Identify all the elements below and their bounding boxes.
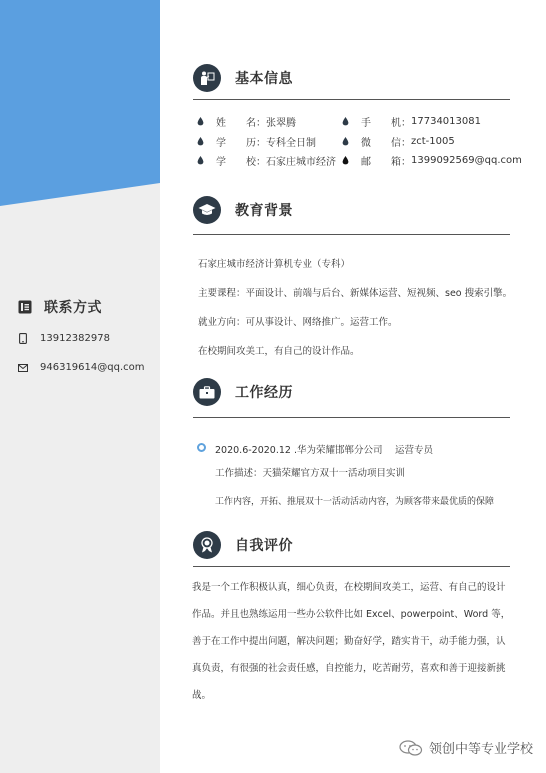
address-card-icon (18, 300, 32, 314)
education-line-career: 就业方向：可从事设计、网络推广。运营工作。 (198, 317, 398, 328)
timeline-dot (197, 443, 206, 452)
work-content: 工作内容，开拓、推展双十一活动活动内容，为顾客带来最优质的保障 (215, 497, 495, 507)
info-education-row (197, 134, 316, 149)
education-line-courses: 主要课程：平面设计、前端与后台、新媒体运营、短视频、seo 搜索引擎。 (198, 288, 513, 299)
info-name-row (197, 114, 296, 129)
info-school-value: 石家庄城市经济 (266, 157, 336, 168)
self-eval-title: 自我评价 (235, 538, 293, 554)
work-period: 2020.6-2020.12 .华为荣耀邯郸分公司 运营专员 (215, 445, 434, 456)
drop-bullet-icon (197, 117, 204, 126)
info-school-row (197, 153, 336, 168)
contact-email: 946319614@qq.com (40, 362, 145, 373)
watermark (399, 738, 533, 757)
self-eval-text: 我是一个工作积极认真，细心负责，在校期间攻美工，运营、有自己的设计作品。并且也熟练运用一些办公软件比如 Excel、powerpoint、Word 等，善于在工作中提出问题，解决问题；勤奋好学，踏实肯干，动手能力强，认真负责，有很强的社会责任感，自控能力，吃苦耐劳，喜欢和善于迎接新挑战。 (192, 582, 511, 701)
education-line-works: 在校期间攻美工，有自己的设计作品。 (198, 346, 360, 357)
graduation-cap-icon (193, 196, 221, 224)
phone-icon (18, 334, 28, 344)
info-wechat-row (342, 134, 455, 149)
contact-email-row (18, 362, 145, 373)
person-board-icon (193, 64, 221, 92)
info-mobile-row (342, 114, 481, 129)
contact-heading (18, 297, 102, 317)
wechat-icon (399, 740, 423, 756)
info-mobile-label: 手 机： (361, 118, 411, 129)
medal-icon (193, 531, 221, 559)
work-divider (193, 417, 510, 418)
self-eval-heading (193, 531, 293, 559)
self-eval-divider (193, 566, 510, 567)
sidebar-blue-banner (0, 0, 160, 210)
education-divider (193, 234, 510, 235)
contact-phone-row (18, 333, 110, 344)
basic-info-title: 基本信息 (235, 71, 293, 87)
contact-phone: 13912382978 (40, 333, 110, 344)
info-email-row (342, 153, 522, 168)
info-name-label: 姓 名： (216, 118, 266, 129)
mail-icon (18, 363, 28, 373)
basic-info-divider (193, 99, 510, 100)
info-mobile-value: 17734013081 (411, 116, 481, 127)
education-heading (193, 196, 293, 224)
drop-bullet-icon (342, 156, 349, 165)
drop-bullet-icon (197, 137, 204, 146)
work-description: 工作描述：天猫荣耀官方双十一活动项目实训 (215, 468, 406, 479)
contact-title: 联系方式 (44, 300, 102, 316)
info-education-label: 学 历： (216, 138, 266, 149)
sidebar (0, 0, 160, 773)
info-email-value: 1399092569@qq.com (411, 155, 522, 166)
briefcase-icon (193, 378, 221, 406)
education-title: 教育背景 (235, 203, 293, 219)
info-school-label: 学 校： (216, 157, 266, 168)
drop-bullet-icon (342, 117, 349, 126)
drop-bullet-icon (342, 137, 349, 146)
drop-bullet-icon (197, 156, 204, 165)
info-wechat-label: 微 信： (361, 138, 411, 149)
education-line-school: 石家庄城市经济计算机专业（专科） (198, 259, 351, 270)
info-name-value: 张翠腾 (266, 118, 296, 129)
basic-info-heading (193, 64, 293, 92)
info-education-value: 专科全日制 (266, 138, 316, 149)
work-heading (193, 378, 293, 406)
info-wechat-value: zct-1005 (411, 136, 455, 147)
info-email-label: 邮 箱： (361, 157, 411, 168)
work-title: 工作经历 (235, 385, 293, 401)
watermark-text: 领创中等专业学校 (429, 742, 534, 757)
